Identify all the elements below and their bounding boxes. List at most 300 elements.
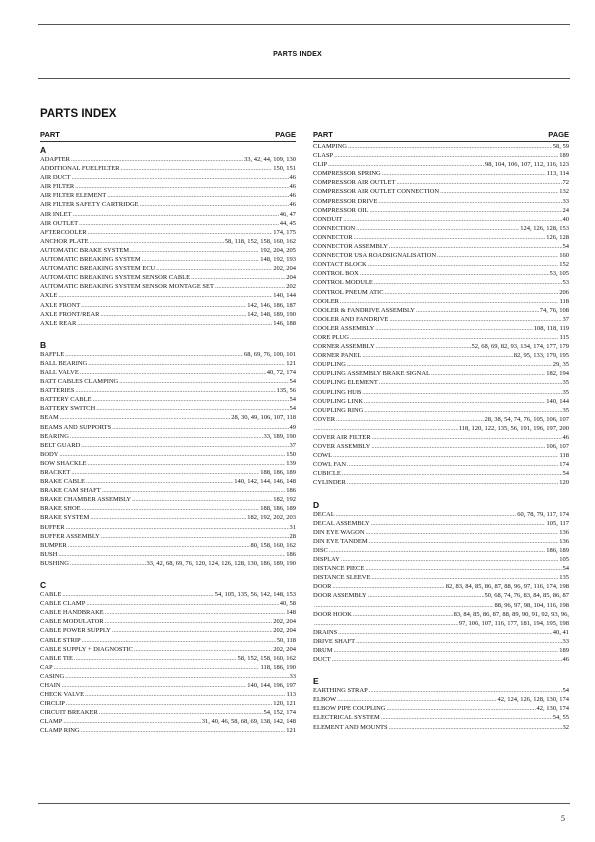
entry-page-refs: 140, 144, 196, 197 (247, 681, 296, 689)
entry-part-name: DRAINS (313, 628, 338, 636)
entry-page-refs: 136 (559, 528, 569, 536)
entry-part-name: COUPLING ELEMENT (313, 379, 378, 387)
index-entry (40, 599, 296, 608)
entry-page-refs: 206 (559, 288, 569, 296)
index-column-right (313, 130, 569, 732)
entry-page-refs: 142, 146, 186, 187 (247, 301, 296, 309)
dot-leader (371, 442, 545, 451)
page-header: PAGE (548, 130, 569, 139)
entry-page-refs: 174 (559, 461, 569, 469)
entry-page-refs: 29, 35 (552, 361, 569, 369)
index-entry (313, 460, 569, 469)
entry-part-name: AXLE REAR (40, 319, 77, 327)
dot-leader (336, 510, 517, 519)
entry-page-refs: 88, 96, 97, 98, 104, 116, 198 (494, 601, 569, 609)
page-header: PAGE (275, 130, 296, 139)
entry-part-name: COOLER AND FANDRIVE (313, 315, 389, 323)
index-list-right (313, 142, 569, 732)
index-entry (313, 197, 569, 206)
index-entry (313, 610, 569, 619)
index-entry (40, 717, 296, 726)
dot-leader (364, 406, 561, 415)
entry-page-refs: 188, 186, 189 (260, 505, 296, 513)
entry-page-refs: 146, 188 (273, 319, 296, 327)
index-entry (313, 424, 569, 433)
entry-part-name: COWL (313, 452, 333, 460)
entry-page-refs: 135, 56 (276, 387, 296, 395)
dot-leader (58, 550, 285, 559)
entry-part-name: CABLE CLAMP (40, 600, 86, 608)
entry-page-refs: 140, 144 (546, 397, 569, 405)
entry-page-refs: 54 (289, 396, 296, 404)
entry-page-refs: 105, 117 (546, 519, 569, 527)
entry-page-refs: 142, 148, 189, 190 (247, 310, 296, 318)
entry-page-refs: 115 (559, 333, 569, 341)
entry-page-refs: 132 (559, 188, 569, 196)
dot-leader (431, 369, 545, 378)
entry-page-refs: 106, 107 (546, 443, 569, 451)
index-entry (40, 395, 296, 404)
entry-part-name: AXLE FRONT/REAR (40, 310, 100, 318)
entry-part-name: CLASP (313, 152, 334, 160)
dot-leader (369, 686, 562, 695)
index-entry (40, 368, 296, 377)
dot-leader (353, 610, 453, 619)
index-entry (40, 672, 296, 681)
entry-page-refs: 82, 83, 84, 85, 86, 87, 88, 96, 97, 116, 174, 198 (445, 583, 569, 591)
entry-page-refs: 186 (286, 550, 296, 558)
dot-leader (100, 310, 246, 319)
index-entry (40, 423, 296, 432)
entry-page-refs: 40, 41 (552, 628, 569, 636)
entry-page-refs: 54 (562, 470, 569, 478)
dot-leader (416, 306, 539, 315)
entry-page-refs: 80, 158, 160, 162 (250, 541, 296, 549)
entry-page-refs: 182, 192 (273, 496, 296, 504)
dot-leader (88, 459, 286, 468)
dot-leader (156, 264, 272, 273)
dot-leader (341, 555, 558, 564)
dot-leader (386, 704, 535, 713)
index-entry (40, 273, 296, 282)
index-entry (40, 708, 296, 717)
entry-page-refs: 54 (562, 565, 569, 573)
entry-part-name: CLIP (313, 161, 328, 169)
entry-page-refs: 44, 45 (279, 219, 296, 227)
entry-part-name: AIR FILTER (40, 183, 75, 191)
column-header (40, 130, 296, 142)
entry-page-refs: 135 (559, 574, 569, 582)
running-header: PARTS INDEX (273, 51, 322, 58)
dot-leader (342, 469, 562, 478)
index-entry (40, 301, 296, 310)
dot-leader (375, 324, 532, 333)
footer-rule (38, 803, 570, 804)
dot-leader (332, 582, 444, 591)
entry-page-refs: 42, 124, 126, 128, 130, 174 (497, 696, 569, 704)
dot-leader (86, 477, 233, 486)
entry-part-name: BRAKE CAM SHAFT (40, 487, 101, 495)
dot-leader (356, 224, 519, 233)
entry-part-name: COOLER ASSEMBLY (313, 324, 375, 332)
index-entry (313, 537, 569, 546)
entry-part-name: DRIVE SHAFT (313, 637, 356, 645)
dot-leader (105, 617, 273, 626)
entry-page-refs: 186, 189 (546, 546, 569, 554)
dot-leader (354, 233, 546, 242)
entry-part-name: ELBOW PIPE COUPLING (313, 705, 386, 713)
entry-part-name: CYLINDER (313, 479, 346, 487)
entry-part-name: BUFFER (40, 523, 65, 531)
index-entry (40, 513, 296, 522)
index-entry (313, 324, 569, 333)
entry-part-name: AXLE FRONT (40, 301, 81, 309)
dot-leader (121, 164, 273, 173)
index-entry (313, 315, 569, 324)
entry-part-name: AIR INLET (40, 210, 72, 218)
dot-leader (215, 282, 285, 291)
dot-leader (60, 413, 230, 422)
entry-part-name: BALL BEARING (40, 359, 88, 367)
index-entry (40, 495, 296, 504)
dot-leader (382, 169, 546, 178)
entry-part-name: AUTOMATIC BREAKING SYSTEM (40, 256, 141, 264)
index-entry (313, 704, 569, 713)
dot-leader (347, 478, 558, 487)
dot-leader (73, 210, 279, 219)
dot-leader (389, 723, 562, 732)
index-entry (313, 142, 569, 151)
entry-part-name: CHECK VALVE (40, 691, 85, 699)
entry-page-refs: 42, 130, 174 (536, 705, 569, 713)
entry-part-name: ELECTRICAL SYSTEM (313, 714, 380, 722)
index-entry (313, 260, 569, 269)
dot-leader (81, 726, 286, 735)
entry-page-refs: 49 (289, 423, 296, 431)
entry-part-name: DISPLAY (313, 556, 340, 564)
entry-part-name: BUSHING (40, 559, 69, 567)
entry-page-refs: 202, 204 (273, 645, 296, 653)
entry-page-refs: 35 (562, 388, 569, 396)
entry-part-name: CASING (40, 672, 65, 680)
entry-part-name: DECAL (313, 510, 335, 518)
dot-leader (112, 423, 288, 432)
index-entry (313, 573, 569, 582)
dot-leader (368, 591, 484, 600)
entry-page-refs: 121 (286, 727, 296, 735)
entry-part-name: BRAKE CHAMBER ASSEMBLY (40, 496, 132, 504)
dot-leader (54, 663, 260, 672)
index-entry (313, 637, 569, 646)
entry-page-refs: 118 (559, 297, 569, 305)
entry-part-name: COWL FAN (313, 461, 347, 469)
index-entry (313, 406, 569, 415)
dot-leader (362, 351, 512, 360)
index-entry (40, 359, 296, 368)
dot-leader (58, 291, 272, 300)
dot-leader (314, 424, 458, 433)
dot-leader (374, 278, 562, 287)
index-entry (40, 191, 296, 200)
dot-leader (365, 564, 561, 573)
dot-leader (140, 200, 289, 209)
entry-part-name: CUBICLE (313, 470, 341, 478)
entry-part-name: COUPLING (313, 361, 346, 369)
entry-part-name: CONNECTOR (313, 233, 353, 241)
entry-page-refs: 186 (286, 487, 296, 495)
entry-part-name: DIN EYE TANDEM (313, 537, 368, 545)
index-entry (40, 210, 296, 219)
entry-part-name: COMPRESSOR DRIVE (313, 197, 378, 205)
dot-leader (338, 628, 552, 637)
entry-part-name: CABLE POWER SUPPLY (40, 627, 111, 635)
page-title: PARTS INDEX (40, 108, 117, 120)
entry-page-refs: 40 (562, 215, 569, 223)
entry-part-name: COUPLING LINK (313, 397, 364, 405)
entry-part-name: BELT GUARD (40, 441, 81, 449)
dot-leader (343, 215, 561, 224)
index-entry (40, 645, 296, 654)
entry-part-name: BODY (40, 450, 59, 458)
dot-leader (350, 333, 559, 342)
entry-page-refs: 160 (559, 252, 569, 260)
entry-part-name: BEARING (40, 432, 69, 440)
entry-part-name: COUPLING ASSEMBLY BRAKE SIGNAL (313, 370, 431, 378)
index-entry (313, 555, 569, 564)
dot-leader (362, 388, 561, 397)
entry-part-name: DOOR (313, 583, 332, 591)
entry-page-refs: 33, 42, 44, 109, 130 (244, 156, 296, 163)
index-entry (313, 528, 569, 537)
dot-leader (334, 646, 559, 655)
entry-part-name: COVER ASSEMBLY (313, 443, 371, 451)
dot-leader (369, 537, 559, 546)
index-entry (313, 433, 569, 442)
entry-page-refs: 150, 151 (273, 165, 296, 173)
entry-page-refs: 72 (562, 179, 569, 187)
entry-page-refs: 120 (559, 479, 569, 487)
entry-part-name: CABLE SUPPLY + DIAGNOSTIC (40, 645, 133, 653)
entry-part-name: COOLER (313, 297, 339, 305)
entry-page-refs: 150 (286, 450, 296, 458)
index-entry (313, 713, 569, 722)
dot-leader (389, 242, 562, 251)
entry-part-name: CABLE (40, 591, 62, 599)
index-entry (40, 559, 296, 568)
dot-leader (437, 251, 558, 260)
entry-page-refs: 52, 68, 69, 82, 93, 134, 174, 177, 179 (471, 343, 569, 351)
dot-leader (356, 637, 561, 646)
index-entry (40, 626, 296, 635)
index-entry (40, 246, 296, 255)
index-entry (40, 636, 296, 645)
index-entry (313, 723, 569, 732)
entry-part-name: AUTOMATIC BREAKING SYSTEM SENSOR CABLE (40, 274, 191, 282)
entry-page-refs: 152 (559, 261, 569, 269)
section-gap (313, 488, 569, 497)
index-entry (313, 619, 569, 628)
index-entry (40, 477, 296, 486)
entry-part-name: BRAKE SYSTEM (40, 514, 90, 522)
index-entry (40, 237, 296, 246)
dot-leader (101, 532, 289, 541)
index-entry (313, 442, 569, 451)
index-entry (313, 178, 569, 187)
entry-page-refs: 54 (289, 378, 296, 386)
index-entry (313, 591, 569, 600)
index-entry (313, 519, 569, 528)
index-entry (40, 468, 296, 477)
index-entry (40, 282, 296, 291)
dot-leader (77, 319, 272, 328)
entry-page-refs: 54, 105, 135, 56, 142, 148, 153 (214, 591, 296, 599)
entry-page-refs: 54, 152, 174 (263, 709, 296, 717)
entry-part-name: CABLE TIE (40, 654, 73, 662)
dot-leader (314, 619, 458, 628)
index-entry (313, 215, 569, 224)
index-entry (40, 726, 296, 735)
entry-part-name: CAP (40, 663, 53, 671)
entry-page-refs: 118, 186, 190 (260, 663, 296, 671)
dot-leader (396, 178, 561, 187)
entry-part-name: CONTACT BLOCK (313, 261, 367, 269)
entry-page-refs: 148 (286, 609, 296, 617)
entry-page-refs: 82, 95, 133, 179, 195 (513, 352, 569, 360)
dot-leader (62, 590, 213, 599)
dot-leader (364, 397, 545, 406)
entry-part-name: COUPLING RING (313, 406, 364, 414)
dot-leader (368, 260, 559, 269)
dot-leader (348, 142, 552, 151)
index-entry (40, 450, 296, 459)
entry-page-refs: 35 (562, 379, 569, 387)
index-entry (40, 319, 296, 328)
index-entry (313, 655, 569, 664)
entry-page-refs: 35 (562, 406, 569, 414)
entry-part-name: BALL VALVE (40, 368, 79, 376)
dot-leader (366, 528, 559, 537)
entry-page-refs: 174, 175 (273, 228, 296, 236)
section-gap (40, 568, 296, 577)
entry-page-refs: 192, 204, 205 (260, 246, 296, 254)
entry-page-refs: 31, 40, 46, 58, 68, 69, 138, 142, 148 (201, 718, 296, 726)
entry-part-name: CABLE STRIP (40, 636, 81, 644)
entry-part-name: BATT CABLES CLAMPING (40, 378, 119, 386)
entry-part-name: ADAPTER (40, 156, 70, 163)
entry-page-refs: 126, 128 (546, 233, 569, 241)
entry-part-name: AIR FILTER SAFETY CARTRIDGE (40, 201, 139, 209)
entry-page-refs: 74, 76, 108 (539, 306, 569, 314)
dot-leader (82, 636, 276, 645)
dot-leader (347, 460, 558, 469)
entry-part-name: BEAM (40, 414, 59, 422)
entry-part-name: AIR DUCT (40, 174, 71, 182)
section-letter: E (313, 676, 319, 687)
entry-part-name: AXLE (40, 292, 58, 300)
part-header: PART (313, 130, 333, 139)
index-entry (313, 546, 569, 555)
entry-part-name: BATTERY SWITCH (40, 405, 96, 413)
entry-part-name: AIR OUTLET (40, 219, 79, 227)
dot-leader (360, 269, 549, 278)
entry-part-name: COMPRESSOR SPRING (313, 170, 381, 178)
entry-page-refs: 202, 204 (273, 627, 296, 635)
index-entry (40, 532, 296, 541)
entry-page-refs: 105 (559, 556, 569, 564)
entry-page-refs: 83, 84, 85, 86, 87, 88, 89, 90, 91, 92, 93, 96, (453, 610, 569, 618)
entry-part-name: CABLE HANDBRAKE (40, 609, 104, 617)
index-entry (40, 291, 296, 300)
index-entry (313, 695, 569, 704)
dot-leader (381, 713, 552, 722)
entry-part-name: DIN EYE WAGON (313, 528, 365, 536)
entry-part-name: COMPRESSOR AIR OUTLET CONNECTION (313, 188, 440, 196)
entry-part-name: CORNER PANEL (313, 352, 362, 360)
entry-part-name: DRUM (313, 646, 333, 654)
dot-leader (329, 546, 545, 555)
index-entry (313, 646, 569, 655)
index-entry (40, 690, 296, 699)
index-entry (313, 601, 569, 610)
entry-page-refs: 124, 126, 128, 153 (520, 224, 569, 232)
dot-leader (142, 255, 260, 264)
dot-leader (90, 237, 224, 246)
dot-leader (59, 450, 285, 459)
entry-page-refs: 46 (289, 201, 296, 209)
entry-page-refs: 189 (559, 152, 569, 160)
index-entry (40, 413, 296, 422)
index-entry (40, 441, 296, 450)
index-entry (40, 200, 296, 209)
dot-leader (112, 626, 272, 635)
index-entry (313, 288, 569, 297)
index-entry (313, 278, 569, 287)
entry-page-refs: 202, 204 (273, 265, 296, 273)
index-entry (40, 654, 296, 663)
index-entry (313, 351, 569, 360)
entry-part-name: CONDUIT (313, 215, 343, 223)
index-entry (40, 608, 296, 617)
entry-part-name: CONNECTION (313, 224, 356, 232)
entry-page-refs: 50, 68, 74, 76, 83, 84, 85, 86, 87 (484, 592, 569, 600)
entry-page-refs: 121 (286, 359, 296, 367)
entry-part-name: AUTOMATIC BREAKING SYSTEM ECU (40, 265, 156, 273)
entry-part-name: CLAMP RING (40, 727, 80, 735)
index-entry (313, 333, 569, 342)
dot-leader (336, 415, 483, 424)
index-entry (40, 432, 296, 441)
index-entry (40, 404, 296, 413)
entry-page-refs: 54 (289, 405, 296, 413)
index-entry (313, 251, 569, 260)
index-entry (40, 681, 296, 690)
dot-leader (371, 519, 546, 528)
entry-page-refs: 33 (562, 637, 569, 645)
index-entry (313, 369, 569, 378)
index-entry (313, 582, 569, 591)
dot-leader (379, 378, 562, 387)
part-header: PART (40, 130, 60, 139)
index-entry (40, 182, 296, 191)
entry-page-refs: 31 (289, 523, 296, 531)
entry-page-refs: 140, 144 (273, 292, 296, 300)
dot-leader (119, 377, 288, 386)
entry-page-refs: 28, 38, 54, 74, 76, 105, 106, 107 (484, 415, 569, 423)
entry-part-name: CONTROL BOX (313, 270, 359, 278)
entry-page-refs: 182, 192, 202, 203 (247, 514, 296, 522)
index-entry (40, 310, 296, 319)
entry-page-refs: 54 (562, 687, 569, 695)
